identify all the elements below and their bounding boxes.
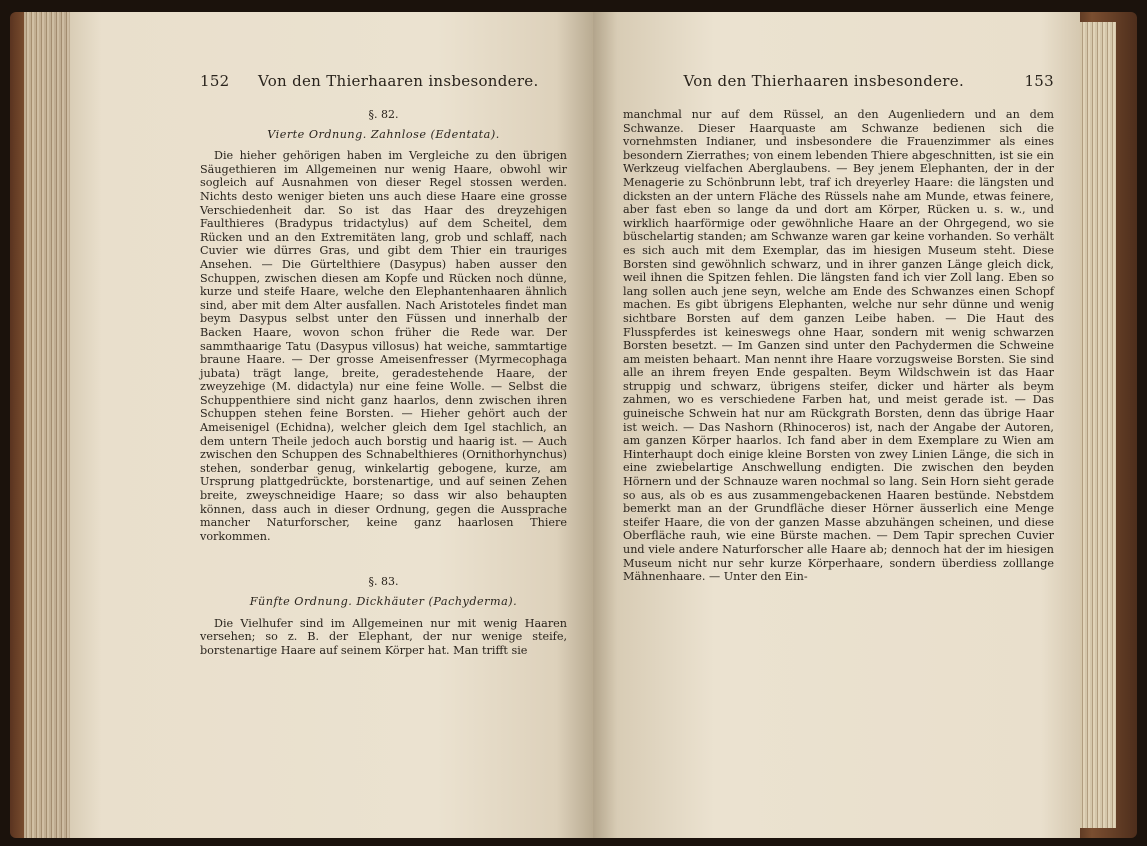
paragraph-edentata: Die hieher gehörigen haben im Vergleiche zu den übrigen Säugethieren im Allgemeinen nur wenig Haare, obwohl wir sogleich auf Ausnahmen von dieser Regel stossen werden. Nichts desto weniger bieten uns auch diese Haare eine grosse Verschiedenheit dar. So ist das Haar des dreyzehigen Faulthieres (Bradypus tridactylus) auf dem Scheitel, dem Rücken und an den Extremitäten lang, grob und schlaff, nach Cuvier wie dürres Gras, und gibt dem Thier ein trauriges Ansehen. — Die Gürtelthiere (Dasypus) haben ausser den Schuppen, zwischen diesen am Kopfe und Rücken noch dünne, kurze und steife Haare, welche den Elephantenhaaren ähnlich sind, aber mit dem Alter ausfallen. Nach Aristoteles findet man beym Dasypus selbst unter den Füssen und innerhalb der Backen Haare, wovon schon früher die Rede war. Der sammthaarige Tatu (Dasypus villosus) hat weiche, sammtartige braune Haare. — Der grosse Ameisenfresser (Myrmecophaga jubata) trägt lange, breite, geradestehende Haare, der zweyzehige (M. didactyla) nur eine feine Wolle. — Selbst die Schuppenthiere sind nicht ganz haarlos, denn zwischen ihren Schuppen stehen feine Borsten. — Hieher gehört auch der Ameisenigel (Echidna), welcher gleich dem Igel stachlich, an dem untern Theile jedoch auch borstig und haarig ist. — Auch zwischen den Schuppen des Schnabelthieres (Ornithorhynchus) stehen, sonderbar genug, winkelartig gebogene, kurze, am Ursprung plattgedrückte, borstenartige, und auf seinen Zehen breite, zweyschneidige Haare; so dass wir also behaupten können, dass auch in dieser Ordnung, gegen die Aussprache mancher Naturforscher, keine ganz haarlosen Thiere vorkommen. <box>200 149 567 543</box>
right-page <box>593 12 1080 838</box>
left-page-header <box>200 72 567 90</box>
left-running-title: Von den Thierhaaren insbesondere. <box>257 72 539 90</box>
left-page-number: 152 <box>200 72 230 90</box>
paragraph-pachyderma: Die Vielhufer sind im Allgemeinen nur mit wenig Haaren versehen; so z. B. der Elephant, der nur wenige steife, borstenartige Haare auf seinem Körper hat. Man trifft sie <box>200 616 567 657</box>
left-page-body <box>200 108 567 657</box>
order-heading-4: Vierte Ordnung. Zahnlose (Edentata). <box>267 127 500 141</box>
section-82-heading: §. 82. <box>368 108 399 121</box>
right-running-title: Von den Thierhaaren insbesondere. <box>683 72 965 90</box>
open-book <box>10 12 1137 838</box>
paragraph-continued: manchmal nur auf dem Rüssel, an den Augenliedern und an dem Schwanze. Dieser Haarquaste am Schwanze bedienen sich die vornehmsten Indianer, und insbesondere die Frauenzimmer als eines besondern Zierrathes; von einem lebenden Thiere abgeschnitten, ist sie ein Werkzeug vielfachen Aberglaubens. — Bey jenem Elephanten, der in der Menagerie zu Schönbrunn lebt, traf ich dreyerley Haare: die längsten und dicksten an der untern Fläche des Rüssels nahe am Munde, etwas feinere, aber fast eben so lange da und dort am Körper, Rücken u. s. w., und wirklich haarförmige oder gewöhnliche Haare an der Ohrgegend, wo sie büschelartig standen; am Schwanze waren gar keine vorhanden. So verhält es sich auch mit dem Exemplar, das im hiesigen Museum steht. Diese Borsten sind gewöhnlich schwarz, und in ihrer ganzen Länge gleich dick, weil ihnen die Spitzen fehlen. Die längsten fand ich vier Zoll lang. Eben so lang sollen auch jene seyn, welche am Ende des Schwanzes einen Schopf machen. Es gibt übrigens Elephanten, welche nur sehr dünne und wenig sichtbare Borsten auf dem ganzen Leibe haben. — Die Haut des Flusspferdes ist keineswegs ohne Haar, sondern mit wenig schwarzen Borsten besetzt. — Im Ganzen sind unter den Pachydermen die Schweine am meisten behaart. Man nennt ihre Haare vorzugsweise Borsten. Sie sind alle an ihrem freyen Ende gespalten. Beym Wildschwein ist das Haar struppig und schwarz, übrigens steifer, dicker und härter als beym zahmen, wo es verschiedene Farben hat, und meist gerade ist. — Das guineische Schwein hat nur am Rückgrath Borsten, denn das übrige Haar ist weich. — Das Nashorn (Rhinoceros) ist, nach der Angabe der Autoren, am ganzen Körper haarlos. Ich fand aber in dem Exemplare zu Wien am Hinterhaupt doch einige kleine Borsten von zwey Linien Länge, die sich in eine zwiebelartige Anschwellung endigten. Die zwischen den beyden Hörnern und der Schnauze waren nochmal so lang. Sein Horn sieht gerade so aus, als ob es aus zusammengebackenen Haaren bestünde. Nebstdem bemerkt man an der Grundfläche dieser Hörner äusserlich eine Menge steifer Haare, die von der ganzen Masse abzuhängen scheinen, und diese Oberfläche rauh, wie eine Bürste machen. — Dem Tapir sprechen Cuvier und viele andere Naturforscher alle Haare ab; dennoch hat der im hiesigen Museum nicht nur sehr kurze Körperhaare, sondern überdiess zolllange Mähnenhaare. — Unter den Ein- <box>623 108 1054 584</box>
right-page-number: 153 <box>1024 72 1054 90</box>
page-edges-right <box>1080 22 1116 828</box>
right-page-header <box>623 72 1054 90</box>
left-page <box>70 12 593 838</box>
right-page-body <box>623 108 1054 584</box>
section-83-heading: §. 83. <box>368 575 399 589</box>
order-heading-5: Fünfte Ordnung. Dickhäuter (Pachyderma). <box>249 595 518 608</box>
